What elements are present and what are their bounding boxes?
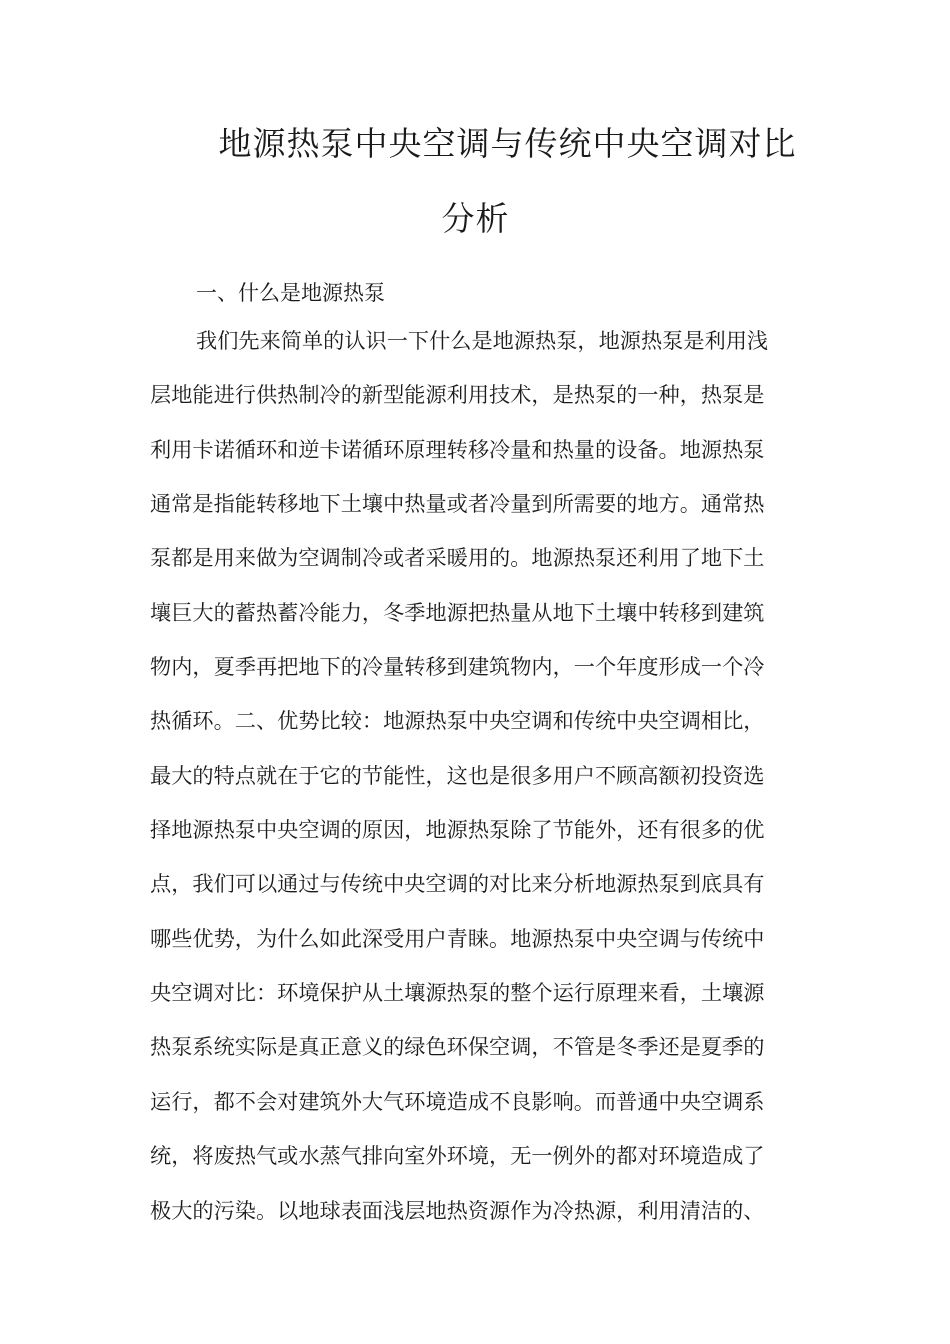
body-line: 我们先来简单的认识一下什么是地源热泵，地源热泵是利用浅 (196, 328, 769, 353)
document-title-line-2: 分析 (441, 199, 510, 238)
body-line: 最大的特点就在于它的节能性，这也是很多用户不顾高额初投资选 (150, 762, 765, 788)
body-line: 物内，夏季再把地下的冷量转移到建筑物内，一个年度形成一个冷 (150, 654, 765, 680)
body-line: 壤巨大的蓄热蓄冷能力，冬季地源把热量从地下土壤中转移到建筑 (150, 599, 765, 625)
body-line: 哪些优势，为什么如此深受用户青睐。地源热泵中央空调与传统中 (150, 925, 765, 951)
body-line: 热循环。二、优势比较：地源热泵中央空调和传统中央空调相比， (150, 708, 765, 734)
body-line: 极大的污染。以地球表面浅层地热资源作为冷热源，利用清洁的、 (150, 1197, 765, 1223)
body-line: 点，我们可以通过与传统中央空调的对比来分析地源热泵到底具有 (150, 871, 765, 897)
body-line: 通常是指能转移地下土壤中热量或者冷量到所需要的地方。通常热 (150, 491, 765, 517)
section-heading: 一、什么是地源热泵 (196, 281, 385, 305)
document-title-line-1: 地源热泵中央空调与传统中央空调对比 (218, 124, 797, 163)
body-line: 层地能进行供热制冷的新型能源利用技术，是热泵的一种，热泵是 (150, 382, 765, 408)
body-line: 运行，都不会对建筑外大气环境造成不良影响。而普通中央空调系 (150, 1088, 765, 1114)
body-line: 利用卡诺循环和逆卡诺循环原理转移冷量和热量的设备。地源热泵 (150, 436, 765, 462)
body-paragraph (150, 327, 800, 1251)
body-line: 统，将废热气或水蒸气排向室外环境，无一例外的都对环境造成了 (150, 1143, 765, 1169)
body-line: 择地源热泵中央空调的原因，地源热泵除了节能外，还有很多的优 (150, 817, 765, 843)
body-line: 泵都是用来做为空调制冷或者采暖用的。地源热泵还利用了地下土 (150, 545, 765, 571)
body-line: 热泵系统实际是真正意义的绿色环保空调，不管是冬季还是夏季的 (150, 1034, 765, 1060)
body-line: 央空调对比：环境保护从土壤源热泵的整个运行原理来看，土壤源 (150, 980, 765, 1006)
